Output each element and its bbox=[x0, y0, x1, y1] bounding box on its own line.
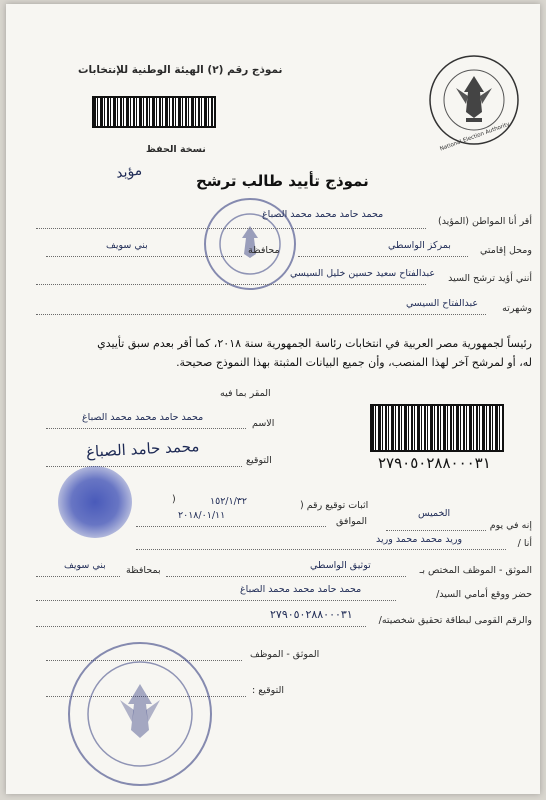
candidate-value: عبدالفتاح سعيد حسين خليل السيسي bbox=[290, 268, 436, 279]
name-label: الاسم bbox=[252, 418, 275, 429]
officer-sign-label: التوقيع : bbox=[252, 685, 284, 696]
me-label: أنا / bbox=[517, 538, 532, 549]
residence-label: ومحل إقامتي bbox=[480, 245, 532, 256]
day-dotted-line bbox=[386, 530, 486, 531]
id-barcode bbox=[370, 404, 504, 452]
date-dotted-line bbox=[136, 526, 326, 527]
citizen-dotted-line bbox=[36, 228, 426, 229]
officer-label: الموثق - الموظف bbox=[250, 649, 320, 660]
attended-value: محمد حامد محمد محمد الصباغ bbox=[240, 584, 362, 595]
governorate-label: محافظة bbox=[248, 245, 280, 256]
fingerprint-image bbox=[58, 466, 132, 538]
declaration-line-1: رئيساً لجمهورية مصر العربية في انتخابات رئاسة الجمهورية سنة ٢٠١٨، كما أقر بعدم سبق تأييدي bbox=[97, 337, 532, 350]
governorate-value: بني سويف bbox=[106, 240, 148, 251]
logo-text-en: National Election Authority bbox=[439, 121, 511, 153]
notary-gov-label: بمحافظة bbox=[126, 565, 161, 576]
citizen-value: محمد حامد محمد محمد الصباغ bbox=[262, 209, 384, 220]
day-prefix: إنه في يوم bbox=[489, 520, 532, 531]
copy-label: نسخة الحفظ bbox=[146, 144, 206, 155]
notary-gov-value: بني سويف bbox=[64, 560, 106, 571]
signatory-header: المقر بما فيه bbox=[220, 388, 271, 399]
citizen-label: أقر أنا المواطن (المؤيد) bbox=[437, 216, 532, 227]
notary-label: الموثق - الموظف المختص بـ bbox=[419, 565, 532, 576]
notary-stamp bbox=[68, 642, 212, 786]
signature-dotted-line bbox=[46, 466, 242, 467]
name-value: محمد حامد محمد محمد الصباغ bbox=[82, 412, 204, 423]
me-value: وريد محمد محمد وريد bbox=[376, 534, 463, 545]
signature-label: التوقيع bbox=[246, 455, 272, 466]
national-id-dotted-line bbox=[36, 626, 366, 627]
notary-gov-dotted-line bbox=[36, 576, 120, 577]
corresponding-label: الموافق bbox=[336, 516, 368, 527]
fame-label: وشهرته bbox=[502, 303, 532, 314]
me-dotted-line bbox=[136, 549, 506, 550]
proof-close: ) bbox=[172, 494, 176, 505]
notary-office-dotted-line bbox=[166, 576, 406, 577]
national-id-label: والرقم القومى لبطاقة تحقيق شخصيته/ bbox=[378, 615, 532, 626]
residence-dotted-line bbox=[298, 256, 468, 257]
document-page bbox=[6, 4, 540, 794]
day-value: الخميس bbox=[418, 508, 451, 519]
fame-value: عبدالفتاح السيسي bbox=[406, 298, 479, 309]
attended-label: حضر ووقع أمامي السيد/ bbox=[436, 589, 532, 600]
proof-label: اثبات توقيع رقم ( bbox=[300, 500, 369, 511]
attended-dotted-line bbox=[36, 600, 396, 601]
name-dotted-line bbox=[46, 428, 246, 429]
governorate-dotted-line bbox=[46, 256, 242, 257]
declaration-line-2: له، أو لمرشح آخر لهذا المنصب، وأن جميع البيانات المثبتة بهذا النموذج صحيحة. bbox=[176, 356, 532, 369]
declaration-text bbox=[20, 334, 532, 372]
date-value: ٢٠١٨/٠١/١١ bbox=[178, 510, 226, 521]
signature-value: محمد حامد الصباغ bbox=[85, 437, 200, 461]
fame-dotted-line bbox=[36, 314, 486, 315]
page-title: نموذج تأييد طالب ترشح bbox=[196, 172, 369, 190]
national-id-value: ٢٧٩٠٥٠٢٨٨٠٠٠٣١ bbox=[270, 608, 353, 621]
candidate-label: أنني أؤيد ترشح السيد bbox=[448, 273, 532, 284]
notary-office: توثيق الواسطي bbox=[310, 560, 371, 571]
header-barcode bbox=[92, 96, 216, 128]
copy-handwritten: مؤيد bbox=[115, 162, 143, 182]
residence-value: بمركز الواسطي bbox=[388, 240, 451, 251]
id-number: ٢٧٩٠٥٠٢٨٨٠٠٠٣١ bbox=[378, 454, 491, 472]
candidate-dotted-line bbox=[36, 284, 426, 285]
proof-number: ١٥٢/١/٣٢ bbox=[210, 496, 248, 507]
form-number: نموذج رقم (٢) الهيئة الوطنية للإنتخابات bbox=[78, 64, 283, 76]
